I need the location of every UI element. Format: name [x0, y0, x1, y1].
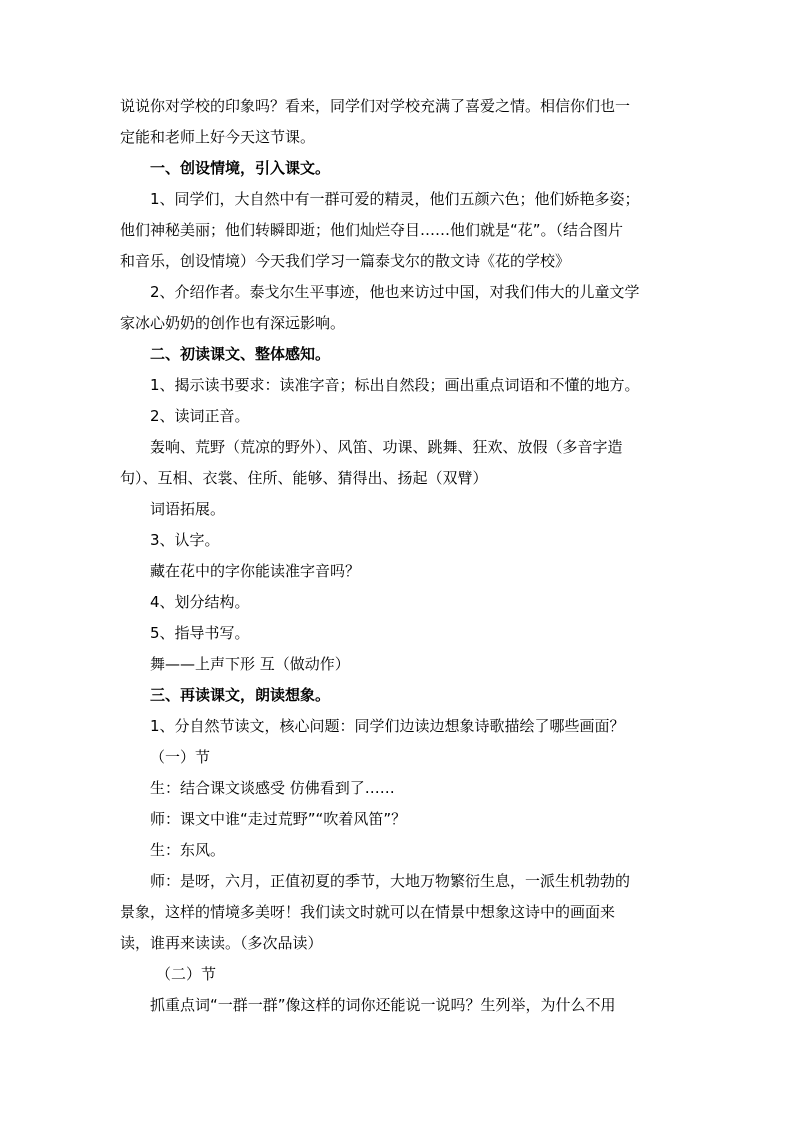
paragraph-line: 家冰心奶奶的创作也有深远影响。 [120, 314, 346, 332]
paragraph-line: 词语拓展。 [150, 500, 226, 518]
paragraph-line: （一）节 [150, 748, 211, 766]
paragraph-line: 生：东风。 [150, 841, 226, 859]
paragraph-line: 舞——上声下形 互（做动作） [150, 655, 350, 673]
paragraph-line: 藏在花中的字你能读准字音吗？ [150, 562, 361, 580]
paragraph-line: （二）节 [156, 965, 217, 983]
section-heading: 一、创设情境，引入课文。 [150, 159, 331, 177]
paragraph-line: 2、介绍作者。泰戈尔生平事迹，他也来访过中国，对我们伟大的儿童文学 [150, 283, 640, 301]
section-heading: 二、初读课文、整体感知。 [150, 345, 331, 363]
paragraph-line: 1、分自然节读文，核心问题：同学们边读边想象诗歌描绘了哪些画面？ [150, 717, 625, 735]
paragraph-line: 和音乐，创设情境）今天我们学习一篇泰戈尔的散文诗《花的学校》 [120, 252, 571, 270]
paragraph-line: 2、读词正音。 [150, 407, 250, 425]
section-heading: 三、再读课文，朗读想象。 [150, 686, 331, 704]
paragraph-line: 3、认字。 [150, 531, 220, 549]
paragraph-line: 生：结合课文谈感受 仿佛看到了…… [150, 779, 395, 797]
paragraph-line: 景象，这样的情境多美呀！我们读文时就可以在情景中想象这诗中的画面来 [120, 903, 616, 921]
paragraph-line: 4、划分结构。 [150, 593, 250, 611]
paragraph-line: 他们神秘美丽；他们转瞬即逝；他们灿烂夺目……他们就是“花”。（结合图片 [120, 221, 624, 239]
paragraph-line: 读，谁再来读读。（多次品读） [120, 934, 323, 952]
paragraph-line: 1、揭示读书要求：读准字音；标出自然段；画出重点词语和不懂的地方。 [150, 376, 640, 394]
paragraph-line: 1、同学们，大自然中有一群可爱的精灵，他们五颜六色；他们娇艳多姿； [150, 190, 640, 208]
paragraph-line: 句）、互相、衣裳、住所、能够、猜得出、扬起（双臂） [120, 469, 488, 487]
paragraph-line: 抓重点词“一群一群”像这样的词你还能说一说吗？生列举，为什么不用 [150, 996, 616, 1014]
paragraph-line: 轰响、荒野（荒凉的野外）、风笛、功课、跳舞、狂欢、放假（多音字造 [150, 438, 623, 456]
paragraph-line: 说说你对学校的印象吗？看来，同学们对学校充满了喜爱之情。相信你们也一 [120, 97, 631, 115]
document-body [120, 91, 660, 1021]
paragraph-line: 师：是呀，六月，正值初夏的季节，大地万物繁衍生息，一派生机勃勃的 [150, 872, 631, 890]
paragraph-line: 5、指导书写。 [150, 624, 250, 642]
paragraph-line: 定能和老师上好今天这节课。 [120, 128, 316, 146]
paragraph-line: 师：课文中谁“走过荒野”“吹着风笛”？ [150, 810, 407, 828]
